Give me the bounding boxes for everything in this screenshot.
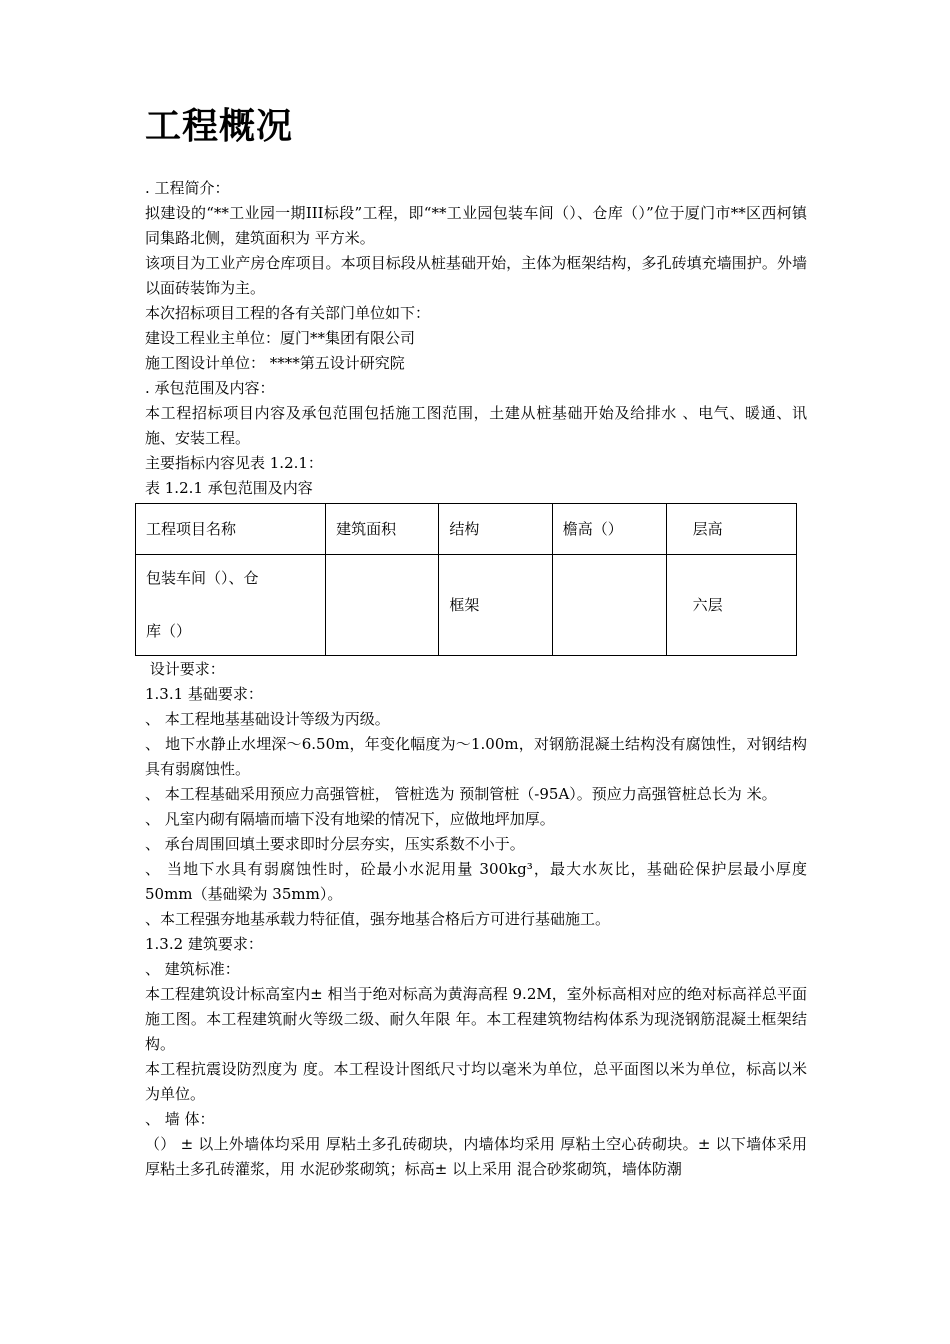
table-header-cell: 结构 — [439, 504, 552, 555]
table-header-cell: 檐高（） — [552, 504, 666, 555]
section-heading: 设计要求： — [145, 660, 225, 678]
table-cell-floors: 六层 — [666, 555, 796, 656]
table-header-row — [136, 504, 797, 555]
paragraph: 本工程抗震设防烈度为 度。本工程设计图纸尺寸均以毫米为单位，总平面图以米为单位，标高以米为单位。 — [145, 1060, 807, 1103]
scope-table — [135, 503, 797, 656]
list-item: 、 本工程地基基础设计等级为丙级。 — [145, 710, 390, 728]
table-header-cell: 工程项目名称 — [136, 504, 326, 555]
paragraph: 本工程建筑设计标高室内± 相当于绝对标高为黄海高程 9.2M，室外标高相对应的绝对标高祥总平面施工图。本工程建筑耐火等级二级、耐久年限 年。本工程建筑物结构体系为现浇钢筋混凝土框架结构。 — [145, 985, 807, 1053]
list-item: 、本工程强夯地基承载力特征值，强夯地基合格后方可进行基础施工。 — [145, 910, 611, 928]
list-item: 、 当地下水具有弱腐蚀性时，砼最小水泥用量 300kg³，最大水灰比，基础砼保护层最小厚度 50mm（基础梁为 35mm）。 — [145, 860, 807, 903]
subsection-heading: 1.3.1 基础要求： — [145, 685, 263, 703]
paragraph: 本工程招标项目内容及承包范围包括施工图范围，土建从桩基础开始及给排水 、电气、暖通、讯施、安装工程。 — [145, 404, 807, 447]
list-item: 、 凡室内砌有隔墙而墙下没有地梁的情况下，应做地坪加厚。 — [145, 810, 555, 828]
table-cell-name — [136, 555, 326, 656]
list-item: 、 承台周围回填土要求即时分层夯实，压实系数不小于。 — [145, 835, 525, 853]
list-item: 、 本工程基础采用预应力高强管桩， 管桩选为 预制管桩（-95A）。预应力高强管桩总长为 米。 — [145, 785, 777, 803]
paragraph: 主要指标内容见表 1.2.1： — [145, 454, 323, 472]
table-cell-structure: 框架 — [439, 555, 552, 656]
paragraph: （） ± 以上外墙体均采用 厚粘土多孔砖砌块，内墙体均采用 厚粘土空心砖砌块。± 以下墙体采用 厚粘土多孔砖灌浆，用 水泥砂浆砌筑；标高± 以上采用 混合砂浆砌筑，墙体防潮 — [145, 1135, 807, 1178]
section-heading: . 承包范围及内容： — [145, 379, 275, 397]
table-cell-eave-height — [552, 555, 666, 656]
paragraph: 本次招标项目工程的各有关部门单位如下： — [145, 304, 431, 322]
list-item: 、 地下水静止水埋深～6.50m，年变化幅度为～1.00m，对钢筋混凝土结构没有腐蚀性，对钢结构具有弱腐蚀性。 — [145, 735, 807, 778]
table-row — [136, 555, 797, 656]
table-header-cell: 层高 — [666, 504, 796, 555]
subsection-heading: 1.3.2 建筑要求： — [145, 935, 263, 953]
section-heading: . 工程简介： — [145, 179, 230, 197]
list-item: 、 墙 体： — [145, 1110, 215, 1128]
document-content — [145, 100, 807, 1182]
list-item: 、 建筑标准： — [145, 960, 240, 978]
paragraph: 拟建设的“**工业园一期III标段”工程，即“**工业园包装车间（）、仓库（）”位于厦门市**区西柯镇同集路北侧，建筑面积为 平方米。 — [145, 204, 807, 247]
table-cell-name-line: 包装车间（）、仓 — [146, 569, 259, 587]
paragraph: 施工图设计单位： ****第五设计研究院 — [145, 354, 405, 372]
table-cell-name-line: 库（） — [146, 622, 192, 640]
paragraph: 建设工程业主单位：厦门**集团有限公司 — [145, 329, 416, 347]
page-title: 工程概况 — [145, 106, 294, 147]
table-header-cell: 建筑面积 — [326, 504, 439, 555]
paragraph: 该项目为工业产房仓库项目。本项目标段从桩基础开始，主体为框架结构，多孔砖填充墙围护。外墙以面砖装饰为主。 — [145, 254, 807, 297]
table-cell-area — [326, 555, 439, 656]
table-caption: 表 1.2.1 承包范围及内容 — [145, 479, 313, 497]
